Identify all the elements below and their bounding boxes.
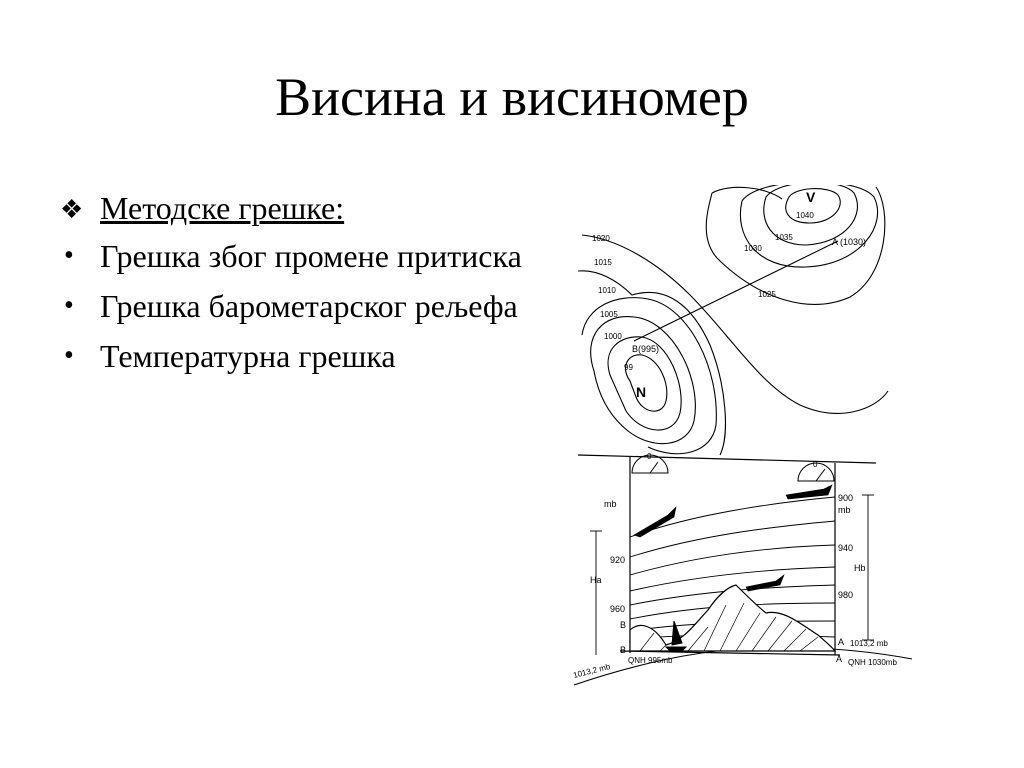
- isobar-label: 1035: [775, 233, 793, 242]
- aircraft-icon: [634, 507, 676, 537]
- dot-bullet-icon: •: [64, 340, 74, 371]
- qnh-a-label: QNH 1030mb: [848, 658, 897, 667]
- isobar-label: 1020: [592, 234, 610, 243]
- pressure-level-label: 900: [838, 493, 854, 503]
- high-pressure-label: V: [806, 189, 816, 205]
- standard-pressure-label: 1013,2 mb: [850, 639, 888, 648]
- isobar-line: [582, 235, 888, 413]
- pressure-level-line: [630, 545, 835, 575]
- bullet-item: [60, 338, 530, 374]
- diamond-bullet-icon: ❖: [60, 195, 84, 224]
- bullet-item: [60, 238, 530, 274]
- point-a-lower-label: A: [836, 654, 843, 664]
- bullet-item: [60, 288, 530, 324]
- point-b-lower-label: B: [620, 645, 627, 655]
- point-a-label: A (1030): [832, 237, 867, 247]
- pressure-level-label: 980: [838, 590, 854, 600]
- isobar-line: [578, 271, 725, 455]
- bullet-heading-text: Методске грешке:: [100, 190, 345, 226]
- isobar-line: [712, 187, 782, 199]
- low-pressure-label: N: [636, 384, 647, 400]
- point-a-upper-label: A: [838, 637, 845, 647]
- pressure-level-label: 920: [610, 555, 626, 565]
- dial-zero-label: 0: [647, 452, 652, 461]
- aircraft-icon: [786, 485, 832, 499]
- point-b-upper-label: B: [620, 620, 627, 630]
- isobar-label: 1015: [594, 258, 612, 267]
- isobar-label: 1025: [758, 290, 776, 299]
- bullet-item-text: Температурна грешка: [100, 338, 396, 374]
- isobar-label: 1005: [600, 310, 618, 319]
- bullet-item-text: Грешка барометарског рељефа: [100, 288, 518, 324]
- pressure-level-line: [630, 521, 835, 557]
- isobar-label: 1010: [598, 286, 616, 295]
- hb-label: Hb: [854, 563, 866, 573]
- isobar-label: 99: [624, 363, 633, 372]
- pressure-level-line: [630, 497, 835, 537]
- standard-pressure-label: 1013,2 mb: [572, 662, 612, 680]
- altimeter-error-diagram: [570, 185, 930, 690]
- isobar-label: 1000: [604, 332, 622, 341]
- dot-bullet-icon: •: [64, 290, 74, 321]
- bullet-list: [60, 190, 530, 388]
- isobar-label: 1030: [744, 244, 762, 253]
- unit-label: mb: [838, 505, 851, 515]
- pressure-level-label: 960: [610, 604, 626, 614]
- bullet-heading: [60, 190, 530, 226]
- dial-zero-label: 0: [813, 460, 818, 469]
- isobar-map: [578, 185, 888, 455]
- top-boundary-line: [578, 455, 876, 463]
- slide-title: Висина и висиномер: [275, 67, 749, 127]
- ha-label: Ha: [590, 575, 602, 585]
- pressure-level-label: 940: [838, 543, 854, 553]
- qnh-b-label: QNH 995mb: [628, 656, 673, 665]
- point-b-label: B(995): [632, 344, 660, 354]
- isobar-label: 1040: [796, 211, 814, 220]
- dot-bullet-icon: •: [64, 240, 74, 271]
- bullet-item-text: Грешка због промене притиска: [100, 238, 522, 274]
- terrain-profile: [630, 585, 835, 651]
- unit-label: mb: [604, 499, 617, 509]
- line-a-b: [634, 241, 838, 341]
